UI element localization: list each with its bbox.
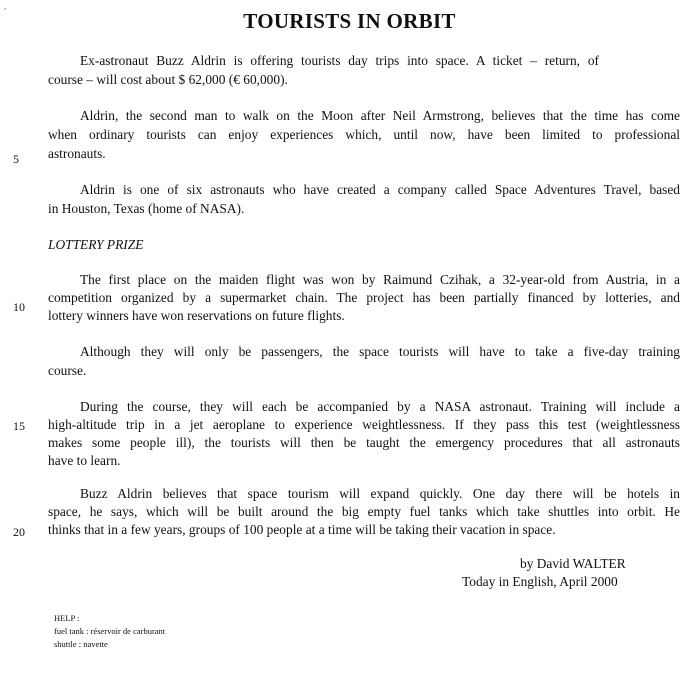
author-credit: by David WALTER <box>520 556 626 571</box>
line-number: 15 <box>13 419 25 433</box>
text-line: high-altitude trip in a jet aeroplane to experience weightlessness. If they pass this test (weightlessness <box>48 417 680 432</box>
help-heading: HELP : <box>54 613 80 623</box>
text-line: The first place on the maiden flight was won by Raimund Czihak, a 32-year-old from Austria, in a <box>80 272 680 287</box>
text-line: makes some people ill), the tourists will then be taught the emergency procedures that all astronauts <box>48 435 680 450</box>
text-line: when ordinary tourists can enjoy experiences which, until now, have been limited to professional <box>48 127 680 142</box>
help-item: fuel tank : réservoir de carburant <box>54 626 166 636</box>
text-line: astronauts. <box>48 146 106 161</box>
text-line: Buzz Aldrin believes that space tourism will expand quickly. One day there will be hotels in <box>80 486 680 501</box>
text-line: Aldrin is one of six astronauts who have created a company called Space Adventures Travel, based <box>80 182 680 197</box>
source-credit: Today in English, April 2000 <box>462 574 618 589</box>
page-title: TOURISTS IN ORBIT <box>243 9 456 33</box>
text-line: course – will cost about $ 62,000 (€ 60,000). <box>48 72 288 87</box>
line-number: 20 <box>13 525 25 539</box>
scan-mark: ` <box>4 7 7 16</box>
line-number: 5 <box>13 152 19 166</box>
text-line: Aldrin, the second man to walk on the Moon after Neil Armstrong, believes that the time has come <box>80 108 680 123</box>
line-number: 10 <box>13 300 25 314</box>
text-line: space, he says, which will be built around the big empty fuel tanks which take shuttles into orbit. He <box>48 504 680 519</box>
text-line: Although they will only be passengers, the space tourists will have to take a five-day training <box>80 344 680 359</box>
text-line: Ex-astronaut Buzz Aldrin is offering tourists day trips into space. A ticket – return, of <box>80 53 599 68</box>
text-line: During the course, they will each be accompanied by a NASA astronaut. Training will include a <box>80 399 680 414</box>
text-line: course. <box>48 363 87 378</box>
text-line: thinks that in a few years, groups of 100 people at a time will be taking their vacation in space. <box>48 522 556 537</box>
text-line: have to learn. <box>48 453 121 468</box>
subheading: LOTTERY PRIZE <box>48 237 144 252</box>
text-line: in Houston, Texas (home of NASA). <box>48 201 245 216</box>
text-line: competition organized by a supermarket chain. The project has been partially financed by lotteries, and <box>48 290 680 305</box>
text-line: lottery winners have won reservations on future flights. <box>48 308 345 323</box>
help-item: shuttle : navette <box>54 639 108 649</box>
